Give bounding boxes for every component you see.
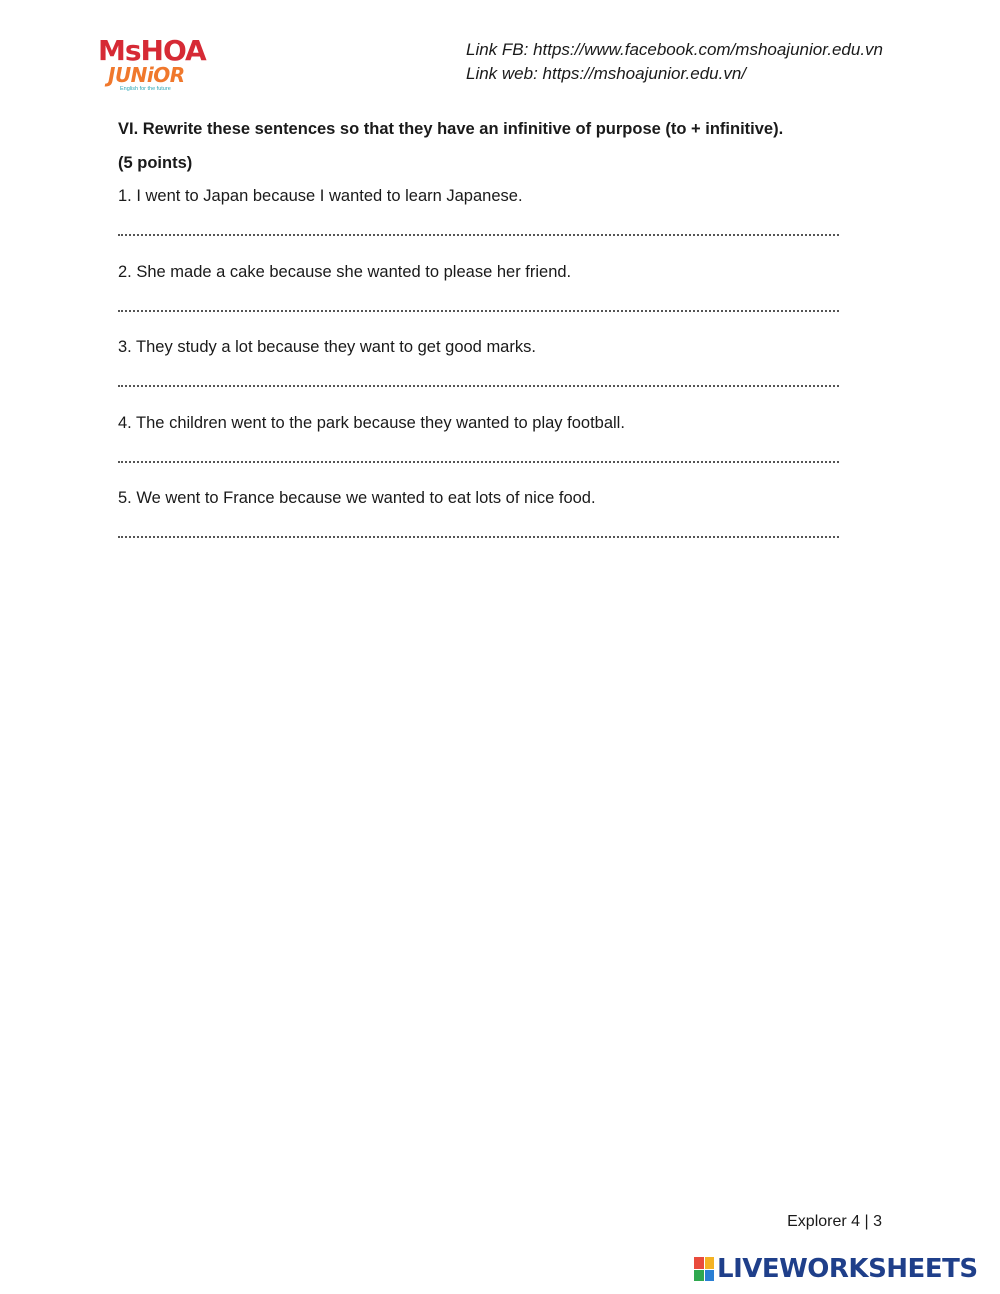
liveworksheets-text: LIVEWORKSHEETS <box>717 1254 978 1284</box>
question-text: 4. The children went to the park because they wanted to play football. <box>118 413 625 432</box>
answer-line-5[interactable] <box>118 536 839 538</box>
question-5 <box>118 486 840 554</box>
exercise-section <box>118 116 840 554</box>
question-1 <box>118 184 840 252</box>
answer-line-1[interactable] <box>118 234 839 236</box>
liveworksheets-logo-icon <box>694 1257 714 1281</box>
answer-line-3[interactable] <box>118 385 839 387</box>
liveworksheets-watermark <box>694 1252 978 1286</box>
question-2 <box>118 260 840 328</box>
logo-line-1: MsHOA <box>98 34 206 67</box>
question-text: 3. They study a lot because they want to get good marks. <box>118 338 536 356</box>
header-links <box>466 38 883 86</box>
question-3 <box>118 335 840 403</box>
page-footer: Explorer 4 | 3 <box>787 1213 882 1230</box>
answer-line-4[interactable] <box>118 461 839 463</box>
question-text: 5. We went to France because we wanted to eat lots of nice food. <box>118 489 596 507</box>
logo-tagline: English for the future <box>120 86 171 92</box>
question-text: 2. She made a cake because she wanted to please her friend. <box>118 262 572 281</box>
question-4 <box>118 411 840 479</box>
facebook-link[interactable]: Link FB: https://www.facebook.com/mshoajunior.edu.vn <box>466 40 884 59</box>
website-link[interactable]: Link web: https://mshoajunior.edu.vn/ <box>466 64 747 83</box>
logo-line-2: JUNiOR <box>108 63 185 87</box>
question-text: 1. I went to Japan because I wanted to learn Japanese. <box>118 187 523 205</box>
exercise-title: VI. Rewrite these sentences so that they have an infinitive of purpose (to + infinitive). <box>118 120 784 138</box>
answer-line-2[interactable] <box>118 310 839 312</box>
mshoa-junior-logo <box>98 36 210 96</box>
exercise-points: (5 points) <box>118 154 193 172</box>
